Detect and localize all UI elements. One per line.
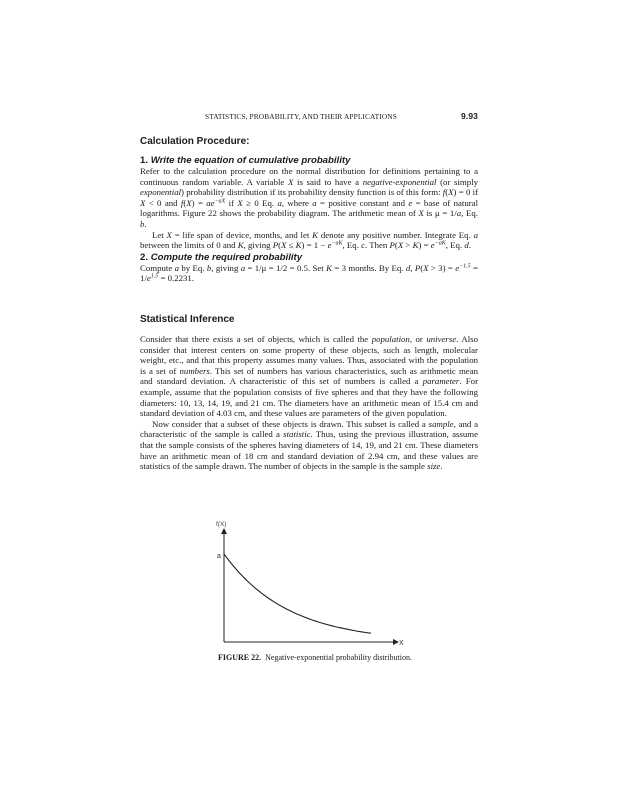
text-run: by Eq. [179,262,207,273]
calculation-procedure-body [140,154,478,284]
text-run: . Thus, using the previous illustration, assume that the sample consists of the spheres having diameters of 14, 19, and 21 cm. These diameters have an arithmetic mean of 18 cm and standard deviation of 2.94 cm, and these values are statistics of the sample drawn. The number of objects in the sample is the sample [140,429,478,472]
text-run: = 0.2231. [158,273,195,284]
text-run: K [295,240,302,251]
text-run: sample [428,418,454,429]
a-intercept-label: a [217,553,221,560]
text-run: Now consider that a subset of these objects is drawn. This subset is called a [152,418,429,429]
text-run: P [272,240,279,251]
text-run: denote any positive number. Integrate Eq. [318,229,474,240]
text-run: X [423,262,429,273]
figure-22 [190,515,430,655]
text-run: X [418,208,424,219]
text-run: K [237,240,244,251]
exponential-distribution-diagram [190,515,430,655]
paragraph [140,166,478,230]
text-run: d [464,240,469,251]
text-run: Let [152,229,167,240]
text-run: , and a characteristic of the sample is called a [140,418,478,440]
text-run: a [277,197,282,208]
text-run: −aK [434,240,446,247]
text-run: negative-exponential [362,176,437,187]
text-run: ) = 0 if [453,187,479,198]
text-run: b [206,262,212,273]
text-run: < 0 and [145,197,181,208]
text-run: K [412,240,419,251]
text-run: . This set of numbers has various characteristics, such as arithmetic mean and standard deviation. A characteristic of this set of numbers is called a [140,365,479,387]
text-run: size [427,461,441,472]
text-run: X [281,240,287,251]
text-run: , or [409,334,427,344]
text-run: exponential [140,187,182,198]
text-run: a [456,208,462,219]
text-run: d [405,262,411,273]
text-run: , Eq. [461,208,478,219]
text-run: ) = 1 − [301,240,328,251]
text-run: ≥ 0 Eq. [242,197,278,208]
text-run: ae [206,197,215,208]
paragraph [140,263,478,284]
text-run: X [288,176,294,187]
text-run: universe [426,334,457,344]
text-run: between the limits of 0 and [140,240,238,251]
text-run: , Eq. [342,240,362,251]
figure-number: FIGURE 22. [218,653,262,662]
text-run: −1.5 [459,263,471,270]
text-run: b [140,218,145,229]
text-run: ) = [418,240,431,251]
section-heading-calculation-procedure: Calculation Procedure: [140,136,250,147]
text-run: parameter [422,376,460,387]
text-run: . Also consider that interest centers on some property of these objects, such as length, molecular weight, etc., and that this property assumes many values. Thus, associated with the population is a set of [140,334,478,376]
text-run: ( [394,240,398,251]
text-run: , [410,262,415,273]
text-run: , giving [211,262,241,273]
text-run: a [473,229,478,240]
text-run: X [448,187,454,198]
text-run: ( [278,240,282,251]
text-run: Refer to the calculation procedure on the normal distribution for definitions pertaining to a continuous random variable. A variable [140,166,478,187]
y-axis-label: f(X) [216,521,227,528]
text-run: = 3 months. By Eq. [331,262,406,273]
text-run: = positive constant and [316,197,409,208]
step-title: Write the equation of cumulative probability [150,155,351,166]
text-run: > [403,240,413,251]
running-title: STATISTICS, PROBABILITY, AND THEIR APPLICATIONS [205,112,397,121]
text-run: f [442,187,446,198]
text-run: c [361,240,366,251]
text-run: if [225,197,238,208]
text-run: P [389,240,395,251]
text-run: = 1/μ = 1/2 = 0.5. Set [245,262,327,273]
text-run: f [180,197,184,208]
step-number: 1. [140,155,149,166]
paragraph [140,334,478,419]
paragraph [140,230,478,251]
step-title: Compute the required probability [150,251,303,263]
text-run: is said to have a [293,176,363,187]
text-run: X [186,197,192,208]
text-run: a [174,262,180,273]
text-run: 1.5 [150,273,159,280]
text-run: , giving [243,240,273,251]
text-run: ( [183,197,187,208]
section-heading-statistical-inference: Statistical Inference [140,314,235,325]
text-run: e [430,240,435,251]
text-run: Compute [140,262,175,273]
text-run: K [312,229,319,240]
text-run: is μ = 1/ [423,208,457,219]
step-1-text [140,166,478,251]
text-run: a [240,262,246,273]
figure-caption [218,653,412,662]
text-run: −aX [214,198,226,205]
text-run: (or simply [436,176,478,187]
text-run: numbers [179,365,210,376]
text-run: ) probability distribution if its probability density function is of this form: [181,187,443,198]
text-run: ( [445,187,449,198]
text-run: . Then [365,240,390,251]
text-run: −aK [331,240,343,247]
text-run: K [326,262,332,273]
text-run: . [440,461,443,472]
text-run: , Eq. [445,240,465,251]
text-run: Consider that there exists a set of objects, which is called the [140,334,372,344]
text-run: , where [281,197,313,208]
text-run: e [455,262,460,273]
text-run: population [371,334,410,344]
x-axis-label: X [399,640,404,647]
text-run: . For example, assume that the population consists of five spheres and that they have the following diameters: 10, 13, 14, 19, and 21 cm. The diameters have an arithmetic mean of 15.4 cm and standard deviation of 4.03 cm, and these values are parameters of the given population. [140,376,478,419]
statistical-inference-body [140,334,478,472]
text-run: a [312,197,317,208]
paragraph [140,419,478,472]
text-run: . [144,218,147,229]
text-run: = base of natural logarithms. Figure 22 shows the probability diagram. The arithmetic mean of [140,197,479,219]
text-run: ≤ [286,240,296,251]
density-curve [224,554,371,633]
text-run: ) = [191,197,207,208]
text-run: X [237,197,243,208]
text-run: ( [420,262,424,273]
text-run: X [397,240,404,251]
text-run: statistic [283,429,311,440]
text-run: > 3) = [428,262,456,273]
text-run: e [408,197,413,208]
step-1-heading [140,155,478,166]
text-run: X [140,197,146,208]
caption-text: Negative-exponential probability distribution. [265,653,412,662]
text-run: X [166,229,172,240]
text-run: e [146,273,151,284]
text-run: = 1/ [140,262,478,284]
step-2-heading [140,252,478,263]
text-run: P [414,262,421,273]
page-number: 9.93 [461,111,478,121]
text-run: . [468,240,471,251]
text-run: = life span of device, months, and let [171,229,313,240]
text-run: e [327,240,332,251]
step-number: 2. [140,251,149,263]
step-2-text [140,263,478,284]
